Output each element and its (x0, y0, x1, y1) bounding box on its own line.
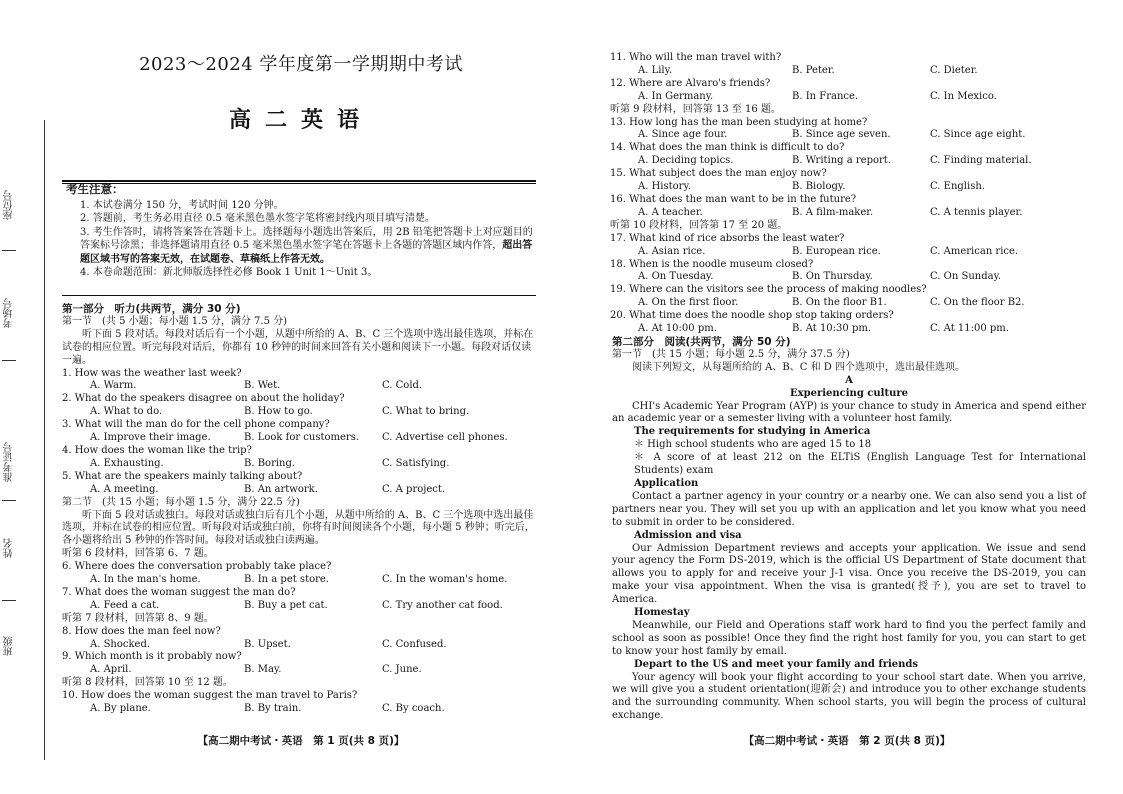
visa-text: Our Admission Department reviews and accepts your application. We issue and send your agency the Form DS-2019, which is the official US Department of State document that allows you to apply for and receive your J-1 visa. Once you receive the DS-2019, you can make your visa appointment. When the visa is granted(授予), you are set to travel to America. (612, 542, 1086, 606)
question-options (62, 432, 540, 445)
requirement-item: ＊ A score of at least 212 on the ELTiS (English Language Test for International Students) exam (634, 452, 1086, 477)
option-b: B. On Thursday. (792, 271, 873, 283)
question-block (610, 259, 1088, 285)
option-b: B. European rice. (792, 245, 881, 257)
option-c: C. Confused. (382, 638, 447, 650)
option-b: B. At 10:30 pm. (792, 323, 872, 335)
option-b: B. Upset. (244, 638, 291, 650)
question-options (610, 91, 1088, 104)
reading-section1-heading: 第一节 (共 15 小题；每小题 2.5 分，满分 37.5 分) (612, 348, 850, 360)
option-a: A. Deciding topics. (638, 155, 734, 167)
option-b: B. Biology. (792, 181, 846, 193)
passage-letter: A (845, 374, 853, 386)
question-options (62, 484, 540, 497)
notice-item: 4. 本卷命题范围：新北师版选择性必修 Book 1 Unit 1～Unit 3。 (80, 267, 378, 278)
question-block (62, 368, 540, 394)
option-b: B. A film-maker. (792, 206, 874, 218)
notice-item-text: 3. 考生作答时，请将答案答在答题卡上。选择题每小题选出答案后，用 2B 铅笔把答题卡上对应题目的答案标号涂黑；非选择题请用直径 0.5 毫米黑色墨水签字笔在答题卡上各题的答题区域内作答， (80, 226, 533, 251)
option-c: C. American rice. (930, 245, 1019, 257)
divider (62, 180, 536, 182)
question-block (610, 117, 1088, 143)
option-b: B. How to go. (244, 406, 313, 418)
option-a: A. On the first floor. (638, 297, 739, 309)
question-block (610, 168, 1088, 194)
page1-footer: 【高二期中考试・英语 第 1 页(共 8 页)】 (197, 735, 405, 747)
question-stem: 16. What does the man want to be in the future? (610, 193, 857, 205)
question-options (62, 703, 540, 716)
option-b: B. Since age seven. (792, 129, 891, 141)
ticket-label: 准考证号 (4, 442, 15, 482)
question-options (62, 639, 540, 652)
homestay-text: Meanwhile, our Field and Operations staff work hard to find you the perfect family and school as soon as possible! Once they find the right host family for you, you can start to get to know your host family by email. (612, 619, 1086, 657)
binding-line (44, 120, 45, 760)
option-c: C. Advertise cell phones. (382, 432, 508, 444)
question-stem: 13. How long has the man been studying at home? (610, 116, 868, 128)
option-b: B. Boring. (244, 457, 296, 469)
question-stem: 14. What does the man think is difficult to do? (610, 142, 845, 154)
question-options (610, 323, 1088, 336)
option-c: C. In Mexico. (930, 90, 997, 102)
question-stem: 1. How was the weather last week? (62, 367, 242, 379)
question-options (610, 155, 1088, 168)
option-a: A. In Germany. (638, 90, 714, 102)
option-c: C. On Sunday. (930, 271, 1002, 283)
question-block (62, 626, 540, 652)
option-a: A. Lily. (638, 64, 673, 76)
question-options (62, 574, 540, 587)
option-c: C. Try another cat food. (382, 599, 503, 611)
margin-tick (2, 500, 16, 501)
material-note: 听第 6 段材料，回答第 6、7 题。 (62, 548, 214, 560)
question-stem: 9. Which month is it probably now? (62, 651, 242, 663)
option-c: C. Since age eight. (930, 129, 1026, 141)
question-stem: 4. How does the woman like the trip? (62, 444, 252, 456)
requirements-heading: The requirements for studying in America (634, 426, 871, 438)
homestay-heading: Homestay (634, 607, 690, 619)
question-block (62, 471, 540, 497)
section1-heading: 第一节 (共 5 小题；每小题 1.5 分，满分 7.5 分) (62, 315, 288, 327)
option-b: B. Writing a report. (792, 155, 891, 167)
option-c: C. Finding material. (930, 155, 1032, 167)
notice-item: 2. 答题前，考生务必用直径 0.5 毫米黑色墨水签字笔将密封线内项目填写清楚。 (80, 213, 435, 224)
option-c: C. Satisfying. (382, 457, 450, 469)
question-stem: 17. What kind of rice absorbs the least water? (610, 232, 845, 244)
question-options (62, 664, 540, 677)
option-b: B. Peter. (792, 64, 835, 76)
part1-heading: 第一部分 听力(共两节，满分 30 分) (62, 303, 241, 315)
question-options (610, 65, 1088, 78)
question-stem: 7. What does the woman suggest the man do? (62, 586, 296, 598)
name-label: 姓名 (4, 538, 15, 558)
question-block (62, 690, 540, 716)
margin-tick (2, 360, 16, 361)
option-b: B. May. (244, 664, 282, 676)
option-b: B. Wet. (244, 380, 281, 392)
passage-title: Experiencing culture (790, 387, 908, 399)
question-options (610, 207, 1088, 220)
option-c: C. A project. (382, 483, 446, 495)
option-b: B. In a pet store. (244, 574, 329, 586)
option-c: C. A tennis player. (930, 206, 1023, 218)
material-note: 听第 7 段材料，回答第 8、9 题。 (62, 612, 214, 624)
question-block (610, 52, 1088, 78)
seat-field (2, 190, 18, 220)
notice-item: 1. 本试卷满分 150 分，考试时间 120 分钟。 (80, 199, 284, 211)
room-label: 考场号 (4, 298, 15, 328)
question-stem: 2. What do the speakers disagree on about the holiday? (62, 393, 345, 405)
margin-tick (2, 250, 16, 251)
listening-part-2 (610, 52, 1088, 336)
option-b: B. On the floor B1. (792, 297, 887, 309)
question-stem: 19. Where can the visitors see the process of making noodles? (610, 284, 927, 296)
seat-label: 座位号 (4, 190, 15, 220)
room-field (2, 298, 18, 328)
option-c: C. At 11:00 pm. (930, 323, 1009, 335)
question-stem: 6. Where does the conversation probably take place? (62, 561, 332, 573)
question-options (62, 406, 540, 419)
question-options (610, 246, 1088, 259)
question-options (610, 181, 1088, 194)
option-a: A. On Tuesday. (638, 271, 714, 283)
option-a: A. Shocked. (90, 638, 151, 650)
reading-instructions: 阅读下列短文，从每题所给的 A、B、C 和 D 四个选项中，选出最佳选项。 (632, 361, 965, 373)
option-c: C. By coach. (382, 703, 445, 715)
name-field (2, 538, 18, 558)
option-a: A. In the man's home. (90, 574, 201, 586)
depart-text: Your agency will book your flight according to your school start date. When you arrive, we will give you a student orientation(迎新会) and introduce you to other exchange students and the surrounding community. When school starts, you will begin the process of cultural exchange. (612, 671, 1086, 722)
exam-title: 2023～2024 学年度第一学期期中考试 (139, 54, 463, 75)
option-a: A. What to do. (90, 406, 163, 418)
option-c: C. What to bring. (382, 406, 470, 418)
option-a: A. History. (638, 181, 691, 193)
option-a: A. Since age four. (638, 129, 728, 141)
question-options (62, 600, 540, 613)
notice-item (66, 226, 536, 267)
option-a: A. At 10:00 pm. (638, 323, 717, 335)
notice-item-bold: 超出答题区域书写的答案无效，在试题卷、草稿纸上作答无效。 (80, 240, 533, 265)
option-c: C. June. (382, 664, 422, 676)
question-block (62, 561, 540, 587)
class-field (2, 636, 18, 656)
material-note: 听第 10 段材料，回答第 17 至 20 题。 (610, 219, 788, 231)
option-c: C. Dieter. (930, 64, 978, 76)
question-block (62, 587, 540, 613)
option-c: C. Cold. (382, 380, 423, 392)
question-block (62, 419, 540, 445)
listening-part-1 (62, 303, 540, 716)
application-heading: Application (634, 477, 699, 489)
option-b: B. By train. (244, 703, 302, 715)
option-b: B. Buy a pet cat. (244, 599, 328, 611)
question-block (610, 233, 1088, 259)
material-note: 听第 8 段材料，回答第 10 至 12 题。 (62, 677, 233, 689)
question-stem: 18. When is the noodle museum closed? (610, 258, 814, 270)
question-block (62, 651, 540, 677)
question-block (610, 284, 1088, 310)
question-stem: 20. What time does the noodle shop stop taking orders? (610, 310, 894, 322)
option-a: A. Asian rice. (638, 245, 706, 257)
question-block (610, 142, 1088, 168)
option-a: A. Feed a cat. (90, 599, 160, 611)
question-stem: 12. Where are Alvaro's friends? (610, 77, 771, 89)
question-stem: 3. What will the man do for the cell phone company? (62, 419, 330, 431)
question-block (610, 310, 1088, 336)
subject-title: 高二英语 (228, 108, 373, 133)
question-block (610, 194, 1088, 220)
question-options (610, 129, 1088, 142)
part2-heading: 第二部分 阅读(共两节，满分 50 分) (612, 336, 791, 348)
depart-heading: Depart to the US and meet your family and friends (634, 658, 919, 670)
page2-footer: 【高二期中考试・英语 第 2 页(共 8 页)】 (743, 735, 951, 747)
visa-heading: Admission and visa (634, 529, 742, 541)
class-label: 班级 (4, 636, 15, 656)
option-c: C. English. (930, 181, 985, 193)
option-c: C. In the woman's home. (382, 574, 508, 586)
option-a: A. A meeting. (90, 483, 159, 495)
question-options (62, 458, 540, 471)
question-stem: 10. How does the woman suggest the man travel to Paris? (62, 690, 358, 702)
option-a: A. A teacher. (638, 206, 703, 218)
material-note: 听第 9 段材料，回答第 13 至 16 题。 (610, 103, 781, 115)
option-b: B. In France. (792, 90, 859, 102)
option-b: B. Look for customers. (244, 432, 360, 444)
application-text: Contact a partner agency in your country or a nearby one. We can also send you a list of partners near you. They will set you up with an application and let you know what you need to submit in order to be considered. (612, 490, 1086, 528)
question-stem: 15. What subject does the man enjoy now? (610, 168, 827, 180)
option-a: A. April. (90, 664, 132, 676)
question-stem: 8. How does the man feel now? (62, 625, 221, 637)
question-block (62, 445, 540, 471)
passage-intro: CHI's Academic Year Program (AYP) is your chance to study in America and spend either an academic year or a semester living with a volunteer host family. (612, 400, 1086, 425)
margin-tick (2, 600, 16, 601)
divider (62, 295, 536, 296)
section2-instructions: 听下面 5 段对话或独白。每段对话或独白后有几个小题，从题中所给的 A、B、C 三个选项中选出最佳选项，并标在试卷的相应位置。听每段对话或独白前，你将有时间阅读各个小题，每小题 5 秒钟；听完后，各小题将给出 5 秒钟的作答时间。每段对话或独白读两遍。 (62, 509, 535, 547)
reading-section (612, 336, 1086, 723)
requirement-item: ＊ High school students who are aged 15 to 18 (634, 439, 872, 451)
question-block (62, 393, 540, 419)
question-stem: 11. Who will the man travel with? (610, 52, 782, 63)
option-a: A. Improve their image. (90, 432, 211, 444)
option-a: A. By plane. (90, 703, 151, 715)
section2-heading: 第二节 (共 15 小题；每小题 1.5 分，满分 22.5 分) (62, 496, 300, 508)
ticket-field (2, 442, 18, 482)
option-b: B. An artwork. (244, 483, 318, 495)
question-options (62, 380, 540, 393)
notice-heading: 考生注意： (66, 182, 124, 196)
question-block (610, 78, 1088, 104)
question-stem: 5. What are the speakers mainly talking about? (62, 470, 303, 482)
option-a: A. Warm. (90, 380, 137, 392)
option-c: C. On the floor B2. (930, 297, 1025, 309)
question-options (610, 271, 1088, 284)
option-a: A. Exhausting. (90, 457, 164, 469)
exam-notice (66, 183, 536, 280)
question-options (610, 297, 1088, 310)
section1-instructions: 听下面 5 段对话。每段对话后有一个小题，从题中所给的 A、B、C 三个选项中选出最佳选项，并标在试卷的相应位置。听完每段对话后，你都有 10 秒钟的时间来回答有关小题和阅读下一小题。每段对话仅读一遍。 (62, 328, 534, 366)
